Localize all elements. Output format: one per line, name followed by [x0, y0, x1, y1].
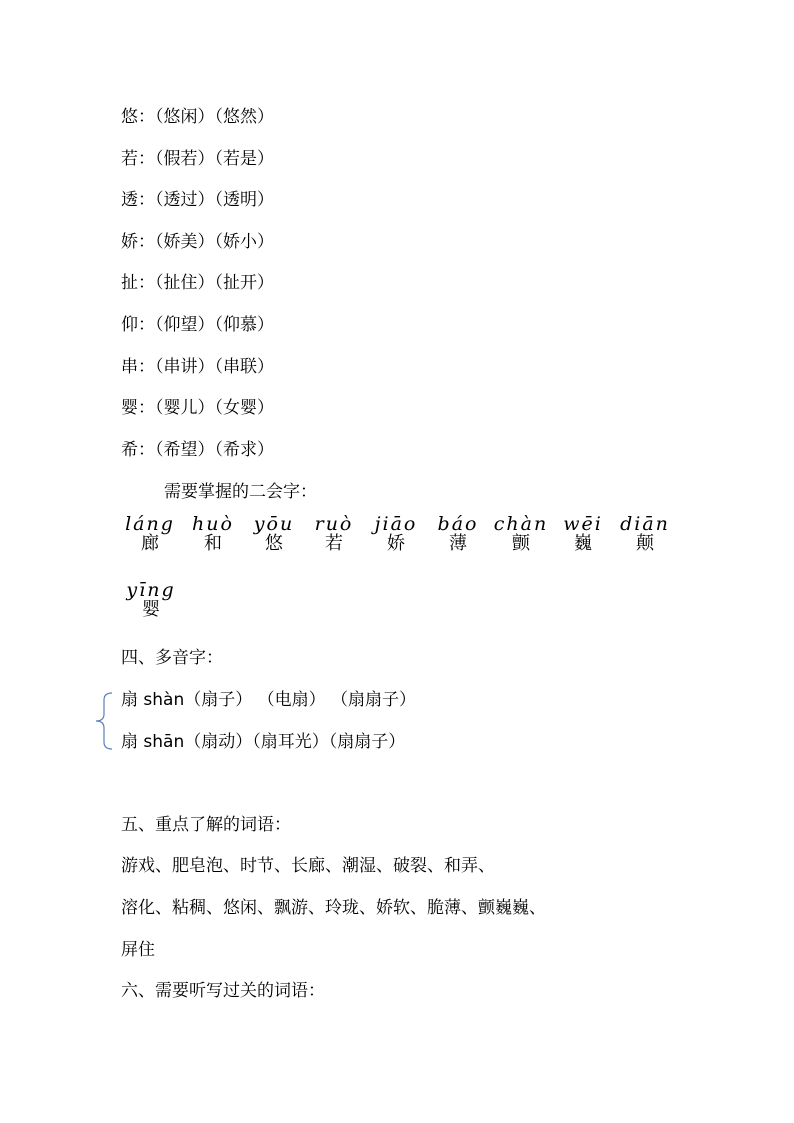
pinyin-item — [306, 514, 362, 554]
char-entry — [121, 189, 274, 211]
polyphone-line: 扇 shān（扇动）（扇耳光）（扇扇子） — [121, 732, 406, 752]
pinyin-item — [489, 514, 553, 554]
pinyin-item — [119, 580, 183, 620]
char-entry — [121, 272, 274, 294]
pinyin-text: láng — [125, 513, 175, 535]
pinyin-item — [185, 514, 241, 554]
char-entry — [121, 439, 274, 461]
pinyin-text: báo — [437, 513, 479, 535]
polyphone-line: 扇 shàn（扇子） （电扇） （扇扇子） — [121, 690, 417, 710]
char-words: （串讲）（串联） — [155, 357, 274, 377]
char-label: 若： — [121, 149, 155, 169]
hanzi-text: 婴 — [142, 599, 160, 620]
hanzi-text: 颤 — [512, 533, 530, 554]
pinyin-item — [430, 514, 486, 554]
hanzi-text: 悠 — [265, 533, 283, 554]
char-words: （婴儿）（女婴） — [155, 398, 274, 418]
hanzi-text: 巍 — [574, 533, 592, 554]
char-entry — [121, 356, 274, 378]
pinyin-item — [614, 514, 676, 554]
char-label: 婴： — [121, 398, 155, 418]
char-words: （假若）（若是） — [155, 149, 274, 169]
vocab-line: 屏住 — [121, 940, 155, 960]
pinyin-text: jiāo — [374, 513, 418, 535]
pinyin-text: wēi — [563, 513, 603, 535]
hanzi-text: 廊 — [141, 533, 159, 554]
char-label: 悠： — [121, 107, 155, 127]
char-entry — [121, 314, 274, 336]
brace-icon — [94, 692, 114, 750]
polyphone-title: 四、多音字： — [121, 648, 223, 668]
hanzi-text: 娇 — [387, 533, 405, 554]
char-label: 串： — [121, 357, 155, 377]
pinyin-item — [246, 514, 302, 554]
char-label: 希： — [121, 440, 155, 460]
hanzi-text: 颠 — [636, 533, 654, 554]
char-words: （仰望）（仰慕） — [155, 315, 274, 335]
pinyin-text: yīng — [126, 579, 176, 601]
pinyin-text: chàn — [493, 513, 549, 535]
two-reading-title: 需要掌握的二会字： — [164, 482, 317, 502]
pinyin-text: yōu — [253, 513, 295, 535]
char-words: （希望）（希求） — [155, 440, 274, 460]
hanzi-text: 薄 — [449, 533, 467, 554]
pinyin-text: ruò — [314, 513, 354, 535]
char-label: 娇： — [121, 232, 155, 252]
vocab-title — [121, 814, 291, 836]
hanzi-text: 若 — [325, 533, 343, 554]
pinyin-item — [119, 514, 181, 554]
vocab-line: 游戏、肥皂泡、时节、长廊、潮湿、破裂、和弄、 — [121, 856, 495, 876]
char-label: 仰： — [121, 315, 155, 335]
char-words: （透过）（透明） — [155, 190, 274, 210]
pinyin-item — [367, 514, 425, 554]
pinyin-item — [557, 514, 609, 554]
pinyin-text: huò — [192, 513, 234, 535]
char-label: 扯： — [121, 273, 155, 293]
char-words: （娇美）（娇小） — [155, 232, 274, 252]
char-entry — [121, 148, 274, 170]
char-entry — [121, 106, 274, 128]
char-label: 透： — [121, 190, 155, 210]
char-words: （扯住）（扯开） — [155, 273, 274, 293]
vocab-title-text: 五、重点了解的词语： — [121, 815, 291, 835]
vocab-line: 溶化、粘稠、悠闲、飘游、玲珑、娇软、脆薄、颤巍巍、 — [121, 898, 546, 918]
char-entry — [121, 397, 274, 419]
char-words: （悠闲）（悠然） — [155, 107, 274, 127]
dictation-title: 六、需要听写过关的词语： — [121, 981, 325, 1001]
hanzi-text: 和 — [204, 533, 222, 554]
char-entry — [121, 231, 274, 253]
pinyin-text: diān — [620, 513, 670, 535]
